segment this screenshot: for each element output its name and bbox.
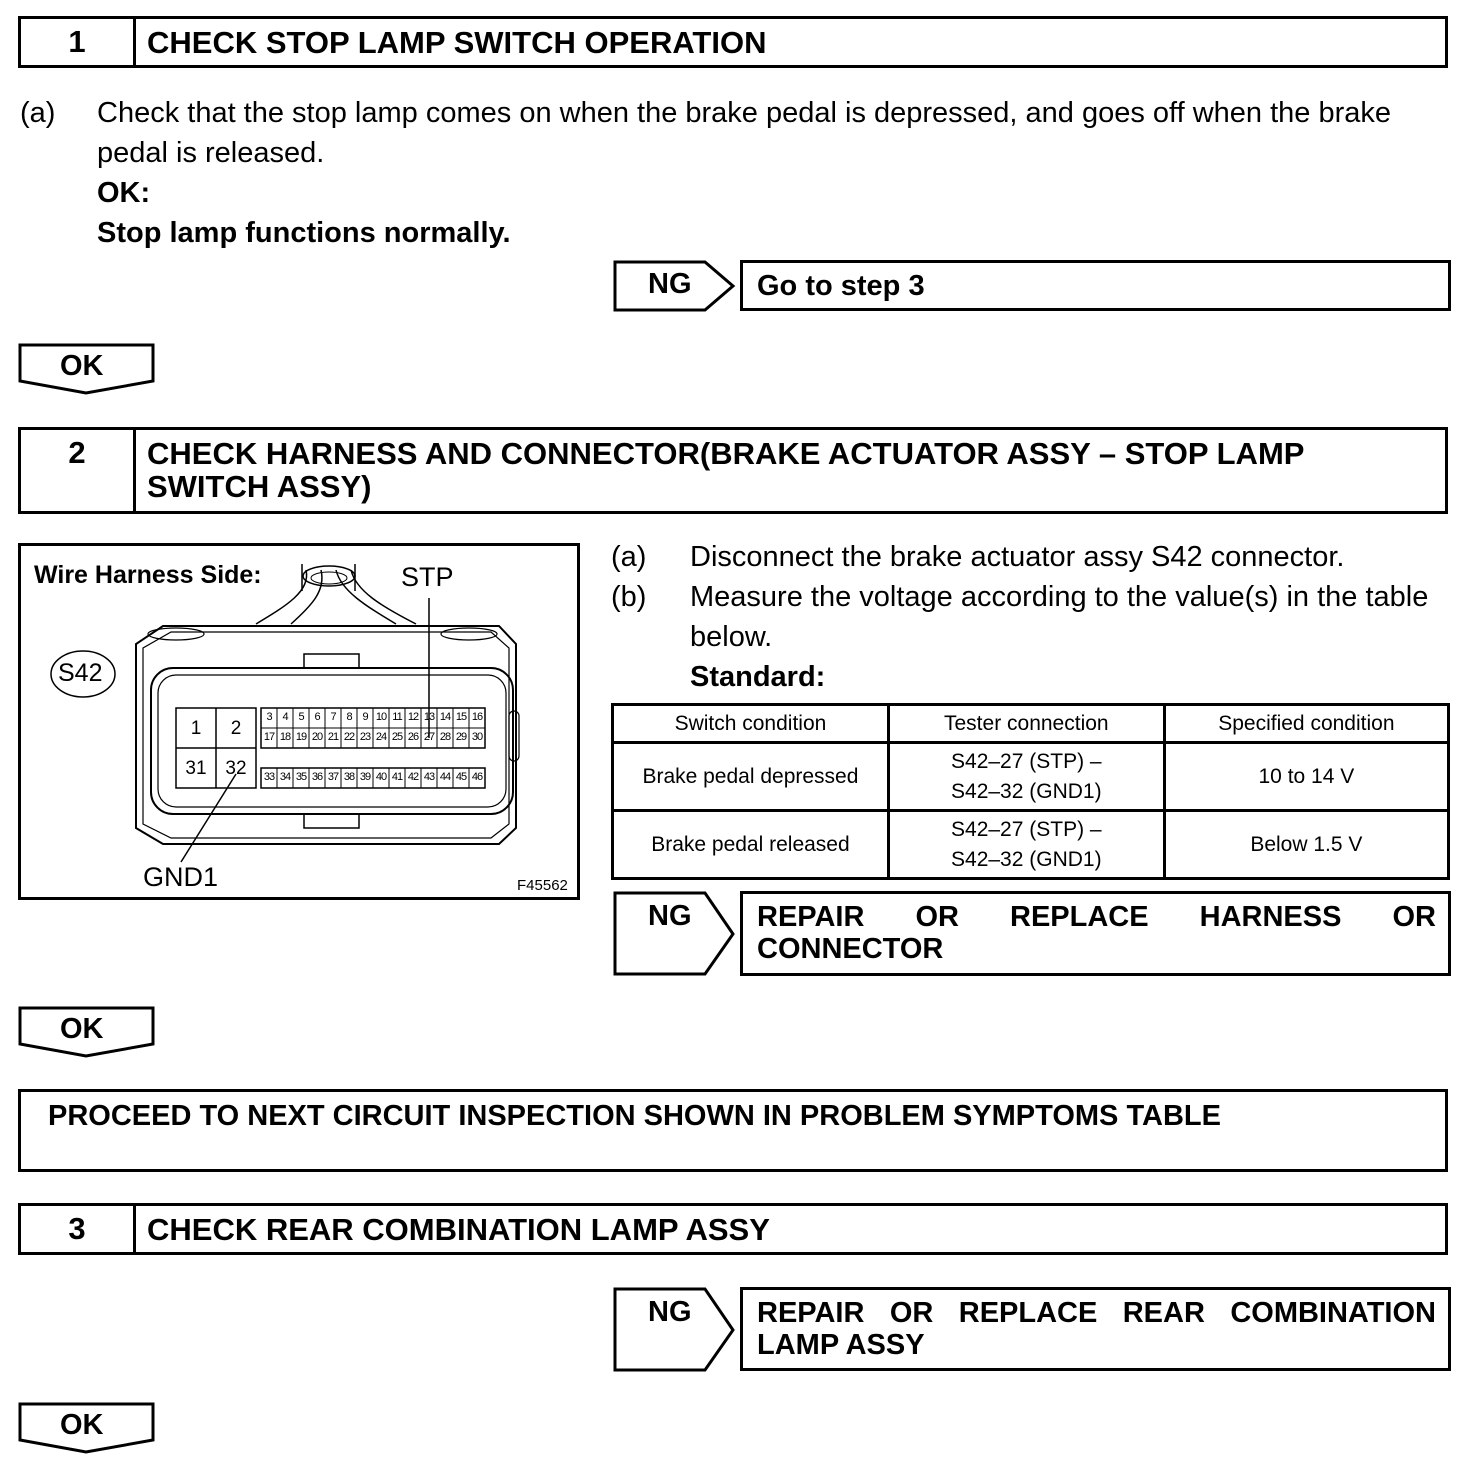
step-1-header	[18, 16, 1448, 68]
step-1-item-a-line2: pedal is released.	[97, 137, 325, 169]
step-2-item-b-line1: Measure the voltage according to the value(s) in the table	[690, 581, 1429, 613]
step-3-ng-result-line2: LAMP ASSY	[757, 1329, 925, 1361]
pin-13: 13	[423, 711, 435, 723]
step-2-item-a-text: Disconnect the brake actuator assy S42 connector.	[690, 541, 1345, 573]
pin-35: 35	[295, 771, 307, 783]
pin-41: 41	[391, 771, 403, 783]
step-1-item-a-line1: Check that the stop lamp comes on when the brake pedal is depressed, and goes off when the brake	[97, 97, 1391, 129]
spec-cell-connection-line1: S42–27 (STP) –	[951, 749, 1102, 773]
table-row	[613, 743, 1449, 811]
diagram-figure-id: F45562	[517, 877, 568, 894]
pin-39: 39	[359, 771, 371, 783]
step-1-item-a-label: (a)	[20, 97, 56, 129]
pin-25: 25	[391, 731, 403, 743]
step-3-header	[18, 1203, 1448, 1255]
spec-header-specified: Specified condition	[1164, 705, 1448, 743]
step-1-number: 1	[21, 19, 136, 65]
pin-row-middle	[261, 731, 485, 747]
step-1-ok-label: OK:	[97, 177, 151, 209]
step-2-header	[18, 427, 1448, 514]
step-2-ng-result-line2: CONNECTOR	[757, 933, 944, 965]
step-2-item-b-line2: below.	[690, 621, 773, 653]
pin-19: 19	[295, 731, 307, 743]
pin-12: 12	[407, 711, 419, 723]
pin-10: 10	[375, 711, 387, 723]
spec-cell-specified: Below 1.5 V	[1164, 811, 1448, 879]
spec-cell-specified: 10 to 14 V	[1164, 743, 1448, 811]
step-2-number: 2	[21, 430, 136, 511]
spec-cell-condition: Brake pedal depressed	[613, 743, 889, 811]
spec-cell-connection	[888, 743, 1164, 811]
step-2-title-line1: CHECK HARNESS AND CONNECTOR(BRAKE ACTUATOR ASSY – STOP LAMP	[147, 436, 1305, 471]
pin-33: 33	[263, 771, 275, 783]
spec-cell-condition: Brake pedal released	[613, 811, 889, 879]
diagram-gnd-label: GND1	[143, 862, 219, 892]
diagram-header: Wire Harness Side:	[34, 561, 262, 589]
pin-38: 38	[343, 771, 355, 783]
pin-28: 28	[439, 731, 451, 743]
pin-row-top	[261, 711, 485, 727]
pin-26: 26	[407, 731, 419, 743]
step-2-ng-label: NG	[648, 900, 692, 932]
pin-3: 3	[266, 711, 272, 723]
pin-16: 16	[471, 711, 483, 723]
proceed-text: PROCEED TO NEXT CIRCUIT INSPECTION SHOWN IN PROBLEM SYMPTOMS TABLE	[48, 1100, 1221, 1132]
pin-row-bottom	[261, 771, 485, 787]
step-2-ng-result	[740, 891, 1451, 976]
step-1-ok-text: Stop lamp functions normally.	[97, 217, 511, 249]
step-3-title: CHECK REAR COMBINATION LAMP ASSY	[147, 1212, 770, 1247]
pin-46: 46	[471, 771, 483, 783]
pin-5: 5	[298, 711, 304, 723]
pin-8: 8	[346, 711, 352, 723]
step-3-ng-label: NG	[648, 1296, 692, 1328]
spec-table	[611, 703, 1450, 880]
pin-20: 20	[311, 731, 323, 743]
pin-24: 24	[375, 731, 387, 743]
pin-15: 15	[455, 711, 467, 723]
connector-diagram	[18, 543, 580, 900]
pin-22: 22	[343, 731, 355, 743]
diagram-connector-id: S42	[58, 659, 103, 687]
step-2-item-b-label: (b)	[611, 581, 647, 613]
step-2-ng-result-line1: REPAIR OR REPLACE HARNESS OR	[757, 901, 1436, 933]
spec-cell-connection-line2: S42–32 (GND1)	[951, 779, 1102, 803]
pin-45: 45	[455, 771, 467, 783]
step-1-ng-result-text: Go to step 3	[757, 270, 925, 302]
pin-14: 14	[439, 711, 451, 723]
step-3-ng-result-line1: REPAIR OR REPLACE REAR COMBINATION	[757, 1297, 1436, 1329]
spec-table-header-row	[613, 705, 1449, 743]
pin-44: 44	[439, 771, 451, 783]
step-2-standard-label: Standard:	[690, 661, 826, 693]
pin-11: 11	[392, 711, 402, 723]
spec-cell-connection	[888, 811, 1164, 879]
pin-9: 9	[362, 711, 368, 723]
step-1-title: CHECK STOP LAMP SWITCH OPERATION	[147, 25, 767, 60]
pin-40: 40	[375, 771, 387, 783]
pin-32: 32	[225, 758, 247, 779]
pin-34: 34	[279, 771, 291, 783]
spec-header-tester: Tester connection	[888, 705, 1164, 743]
pin-37: 37	[327, 771, 339, 783]
step-1-ng-result	[740, 260, 1451, 311]
pin-4: 4	[282, 711, 288, 723]
step-3-ng-result	[740, 1287, 1451, 1371]
pin-27: 27	[423, 731, 435, 743]
pin-42: 42	[407, 771, 419, 783]
spec-cell-connection-line1: S42–27 (STP) –	[951, 817, 1102, 841]
step-1-ok-arrow-label: OK	[60, 350, 104, 382]
pin-18: 18	[279, 731, 291, 743]
table-row	[613, 811, 1449, 879]
step-2-title-line2: SWITCH ASSY)	[147, 469, 372, 504]
step-1-ng-label: NG	[648, 268, 692, 300]
pin-29: 29	[455, 731, 467, 743]
pin-1: 1	[190, 718, 202, 739]
pin-30: 30	[471, 731, 483, 743]
pin-2: 2	[230, 718, 242, 739]
pin-23: 23	[359, 731, 371, 743]
diagram-stp-label: STP	[401, 562, 454, 592]
step-2-ok-arrow-label: OK	[60, 1013, 104, 1045]
pin-17: 17	[263, 731, 275, 743]
pin-36: 36	[311, 771, 323, 783]
pin-31: 31	[185, 758, 207, 779]
proceed-box	[18, 1089, 1448, 1172]
pin-7: 7	[330, 711, 336, 723]
pin-6: 6	[314, 711, 320, 723]
pin-43: 43	[423, 771, 435, 783]
pin-21: 21	[327, 731, 339, 743]
spec-cell-connection-line2: S42–32 (GND1)	[951, 847, 1102, 871]
step-3-ok-arrow-label: OK	[60, 1409, 104, 1441]
step-3-number: 3	[21, 1206, 136, 1252]
step-2-item-a-label: (a)	[611, 541, 647, 573]
spec-header-switch: Switch condition	[613, 705, 889, 743]
